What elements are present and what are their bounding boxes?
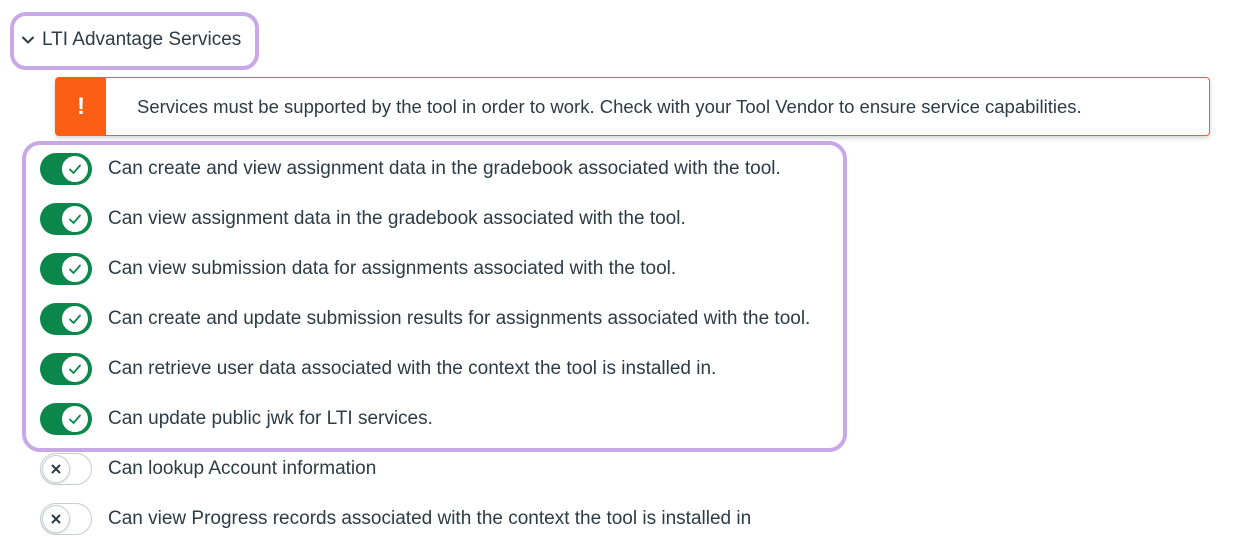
x-icon [50, 513, 62, 525]
permission-toggle[interactable] [40, 153, 92, 185]
chevron-down-icon [20, 32, 36, 48]
x-icon [50, 463, 62, 475]
permission-row [40, 302, 810, 336]
permission-toggle[interactable] [40, 353, 92, 385]
permission-toggle[interactable] [40, 303, 92, 335]
permission-toggle[interactable] [40, 253, 92, 285]
permission-label: Can create and view assignment data in the gradebook associated with the tool. [108, 158, 781, 179]
permission-toggle[interactable] [40, 203, 92, 235]
warning-alert [55, 77, 1210, 136]
warning-icon: ! [56, 78, 106, 135]
permission-row [40, 452, 376, 486]
permission-label: Can create and update submission results for assignments associated with the tool. [108, 308, 811, 329]
permission-label: Can update public jwk for LTI services. [108, 408, 433, 429]
check-icon [67, 411, 83, 427]
permission-row [40, 502, 751, 536]
check-icon [67, 161, 83, 177]
permission-toggle[interactable] [40, 403, 92, 435]
check-icon [67, 311, 83, 327]
alert-message: Services must be supported by the tool in order to work. Check with your Tool Vendor to ensure service capabilities. [137, 95, 1082, 117]
permission-label: Can lookup Account information [108, 458, 377, 479]
permission-label: Can view assignment data in the gradebook associated with the tool. [108, 208, 686, 229]
permission-label: Can view submission data for assignments associated with the tool. [108, 258, 677, 279]
permission-label: Can view Progress records associated with the context the tool is installed in [108, 508, 752, 529]
check-icon [67, 361, 83, 377]
check-icon [67, 211, 83, 227]
permission-toggle[interactable] [40, 453, 92, 485]
lti-advantage-services-toggle[interactable] [20, 23, 241, 57]
permission-row [40, 402, 433, 436]
section-title: LTI Advantage Services [42, 29, 242, 50]
permission-label: Can retrieve user data associated with the context the tool is installed in. [108, 358, 717, 379]
permission-row [40, 352, 716, 386]
permission-toggle[interactable] [40, 503, 92, 535]
permission-row [40, 202, 686, 236]
permission-row [40, 152, 781, 186]
permission-row [40, 252, 676, 286]
check-icon [67, 261, 83, 277]
